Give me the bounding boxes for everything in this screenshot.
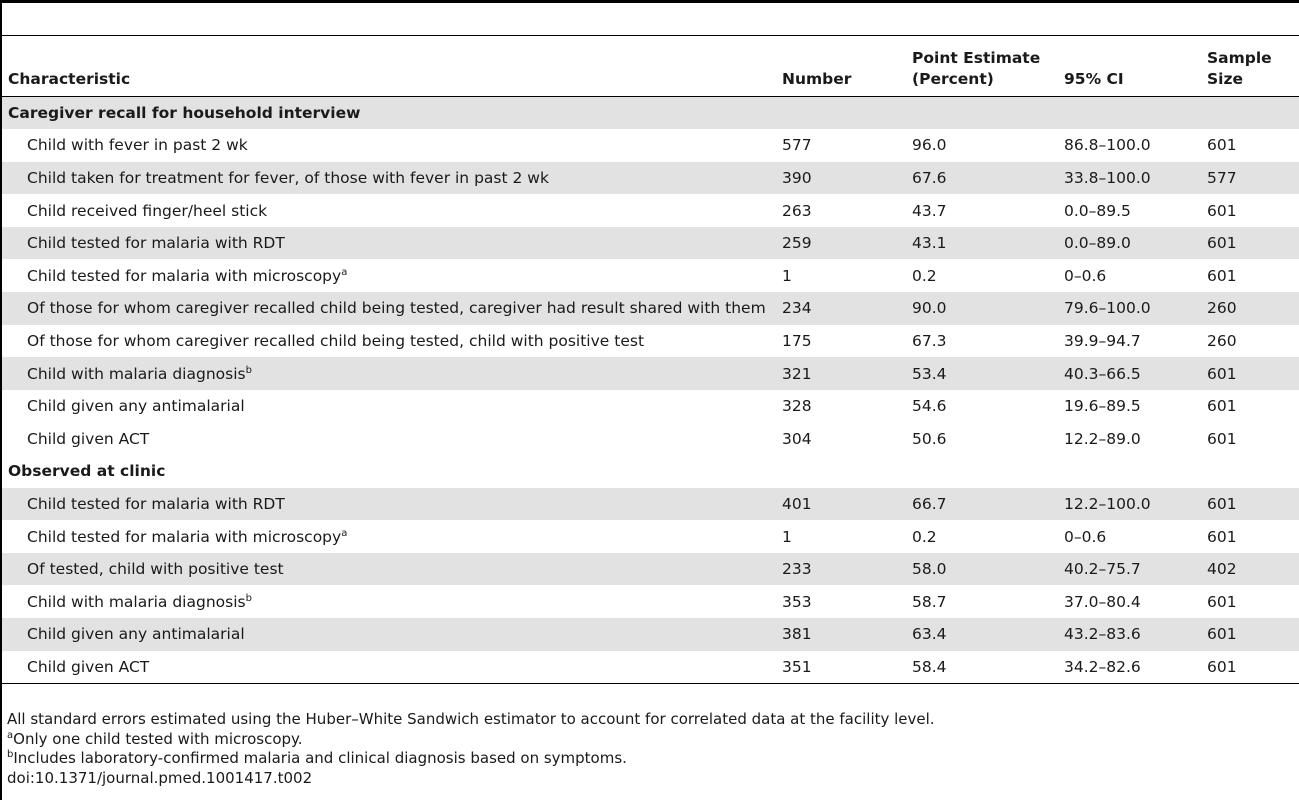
cell-point-estimate: 50.6 <box>912 429 947 448</box>
cell-number: 390 <box>776 162 906 195</box>
row-label: Child given ACT <box>27 657 150 676</box>
cell-characteristic <box>2 488 776 521</box>
row-label: Child tested for malaria with RDT <box>27 494 285 513</box>
section-label: Caregiver recall for household interview <box>2 97 1299 130</box>
cell-ci: 34.2–82.6 <box>1058 651 1201 684</box>
cell-number: 234 <box>776 292 906 325</box>
cell-characteristic <box>2 553 776 586</box>
top-border <box>0 0 1299 3</box>
table-row <box>2 520 1299 553</box>
row-label: Of those for whom caregiver recalled child being tested, child with positive test <box>27 331 645 350</box>
table-row <box>2 129 1299 162</box>
cell-sample-size: 601 <box>1207 429 1237 448</box>
cell-ci: 0–0.6 <box>1064 266 1107 285</box>
footnote-b-mark: b <box>7 749 14 761</box>
cell-ci: 19.6–89.5 <box>1064 397 1141 416</box>
cell-ci: 40.2–75.7 <box>1058 553 1201 586</box>
row-label: Child tested for malaria with RDT <box>27 234 285 253</box>
cell-sample-size: 260 <box>1201 292 1299 325</box>
table-row <box>2 259 1299 292</box>
cell-characteristic <box>2 325 776 358</box>
cell-point-estimate: 67.6 <box>906 162 1058 195</box>
cell-number: 353 <box>782 592 812 611</box>
cell-sample-size: 601 <box>1201 651 1299 684</box>
table-body <box>2 97 1299 684</box>
cell-characteristic <box>2 162 776 195</box>
cell-number: 381 <box>776 618 906 651</box>
row-label: Child with malaria diagnosis <box>27 592 246 611</box>
cell-ci: 79.6–100.0 <box>1058 292 1201 325</box>
table-row <box>2 618 1299 651</box>
cell-point-estimate: 58.7 <box>912 592 947 611</box>
cell-point-estimate: 58.0 <box>906 553 1058 586</box>
cell-point-estimate: 54.6 <box>912 397 947 416</box>
cell-ci: 0.0–89.0 <box>1058 227 1201 260</box>
cell-point-estimate: 43.7 <box>912 201 947 220</box>
cell-sample-size: 260 <box>1207 331 1237 350</box>
header-point-estimate <box>906 36 1058 97</box>
footnote-b-text: Includes laboratory-confirmed malaria and clinical diagnosis based on symptoms. <box>13 749 627 768</box>
row-label: Of those for whom caregiver recalled child being tested, caregiver had result shared with them <box>27 299 766 318</box>
cell-point-estimate: 53.4 <box>906 357 1058 390</box>
section-row-clinic <box>2 455 1299 488</box>
cell-number: 1 <box>782 527 792 546</box>
table-row <box>2 357 1299 390</box>
cell-point-estimate: 43.1 <box>906 227 1058 260</box>
table-row <box>2 585 1299 618</box>
cell-sample-size: 601 <box>1201 488 1299 521</box>
row-label: Child given ACT <box>27 429 150 448</box>
row-label: Child with fever in past 2 wk <box>27 136 248 155</box>
footnote-marker: a <box>341 266 348 278</box>
cell-ci: 0.0–89.5 <box>1064 201 1131 220</box>
table-row <box>2 651 1299 684</box>
cell-ci: 39.9–94.7 <box>1064 331 1141 350</box>
cell-ci: 12.2–100.0 <box>1058 488 1201 521</box>
cell-point-estimate: 0.2 <box>912 527 937 546</box>
footnotes <box>7 710 935 788</box>
header-sample-line1: Sample <box>1207 49 1272 67</box>
cell-point-estimate: 96.0 <box>912 136 947 155</box>
cell-number: 233 <box>776 553 906 586</box>
cell-sample-size: 601 <box>1207 527 1237 546</box>
section-row-caregiver <box>2 97 1299 130</box>
cell-number: 175 <box>782 331 812 350</box>
footnote-b <box>7 749 935 769</box>
header-point-estimate-line2: (Percent) <box>912 70 994 88</box>
cell-characteristic <box>2 390 776 423</box>
cell-characteristic <box>2 422 776 455</box>
cell-ci: 40.3–66.5 <box>1058 357 1201 390</box>
cell-characteristic <box>2 259 776 292</box>
row-label: Child given any antimalarial <box>27 397 245 416</box>
header-characteristic: Characteristic <box>2 36 776 97</box>
section-label: Observed at clinic <box>8 462 166 481</box>
table-row <box>2 227 1299 260</box>
cell-sample-size: 601 <box>1201 227 1299 260</box>
cell-sample-size: 402 <box>1201 553 1299 586</box>
cell-number: 259 <box>776 227 906 260</box>
cell-point-estimate: 63.4 <box>906 618 1058 651</box>
cell-number: 304 <box>782 429 812 448</box>
cell-number: 351 <box>776 651 906 684</box>
footnote-a <box>7 730 935 750</box>
cell-sample-size: 601 <box>1207 397 1237 416</box>
footnote-marker: b <box>245 364 252 376</box>
header-number: Number <box>776 36 906 97</box>
cell-ci: 33.8–100.0 <box>1058 162 1201 195</box>
table-row <box>2 488 1299 521</box>
header-sample-size <box>1201 36 1299 97</box>
cell-characteristic <box>2 357 776 390</box>
cell-number: 263 <box>782 201 812 220</box>
cell-characteristic <box>2 129 776 162</box>
cell-point-estimate: 0.2 <box>912 266 937 285</box>
cell-point-estimate: 66.7 <box>906 488 1058 521</box>
cell-sample-size: 601 <box>1201 357 1299 390</box>
cell-number: 321 <box>776 357 906 390</box>
cell-number: 1 <box>782 266 792 285</box>
header-sample-line2: Size <box>1207 70 1244 88</box>
table-row <box>2 553 1299 586</box>
footnote-a-mark: a <box>7 729 14 741</box>
row-label: Of tested, child with positive test <box>27 560 284 579</box>
table-row <box>2 422 1299 455</box>
row-label: Child tested for malaria with microscopy <box>27 527 342 546</box>
cell-ci: 12.2–89.0 <box>1064 429 1141 448</box>
cell-characteristic <box>2 227 776 260</box>
cell-number: 401 <box>776 488 906 521</box>
cell-sample-size: 601 <box>1207 266 1237 285</box>
table-row <box>2 390 1299 423</box>
cell-number: 577 <box>782 136 812 155</box>
table-row <box>2 325 1299 358</box>
row-label: Child tested for malaria with microscopy <box>27 266 342 285</box>
cell-number: 328 <box>782 397 812 416</box>
cell-characteristic <box>2 585 776 618</box>
table-row <box>2 162 1299 195</box>
cell-sample-size: 601 <box>1207 201 1237 220</box>
cell-sample-size: 601 <box>1207 592 1237 611</box>
doi-text: doi:10.1371/journal.pmed.1001417.t002 <box>7 768 313 787</box>
cell-point-estimate: 58.4 <box>906 651 1058 684</box>
data-table <box>2 35 1299 684</box>
row-label: Child given any antimalarial <box>27 625 245 644</box>
footnote-marker: a <box>341 527 348 539</box>
cell-sample-size: 577 <box>1201 162 1299 195</box>
cell-ci: 43.2–83.6 <box>1058 618 1201 651</box>
cell-characteristic <box>2 292 776 325</box>
cell-ci: 0–0.6 <box>1064 527 1107 546</box>
cell-ci: 37.0–80.4 <box>1064 592 1141 611</box>
cell-ci: 86.8–100.0 <box>1064 136 1151 155</box>
header-row <box>2 36 1299 97</box>
cell-sample-size: 601 <box>1201 618 1299 651</box>
footnote-marker: b <box>245 592 252 604</box>
footnote-general: All standard errors estimated using the Huber–White Sandwich estimator to account for correlated data at the facility level. <box>7 710 935 728</box>
cell-characteristic <box>2 651 776 684</box>
table-row <box>2 194 1299 227</box>
footnote-a-text: Only one child tested with microscopy. <box>13 729 303 748</box>
header-ci: 95% CI <box>1058 36 1201 97</box>
table-row <box>2 292 1299 325</box>
row-label: Child received finger/heel stick <box>27 201 268 220</box>
cell-characteristic <box>2 618 776 651</box>
cell-sample-size: 601 <box>1207 136 1237 155</box>
cell-characteristic <box>2 520 776 553</box>
cell-point-estimate: 90.0 <box>906 292 1058 325</box>
header-point-estimate-line1: Point Estimate <box>912 49 1041 67</box>
row-label: Child taken for treatment for fever, of those with fever in past 2 wk <box>27 168 549 187</box>
cell-characteristic <box>2 194 776 227</box>
cell-point-estimate: 67.3 <box>912 331 947 350</box>
row-label: Child with malaria diagnosis <box>27 364 246 383</box>
